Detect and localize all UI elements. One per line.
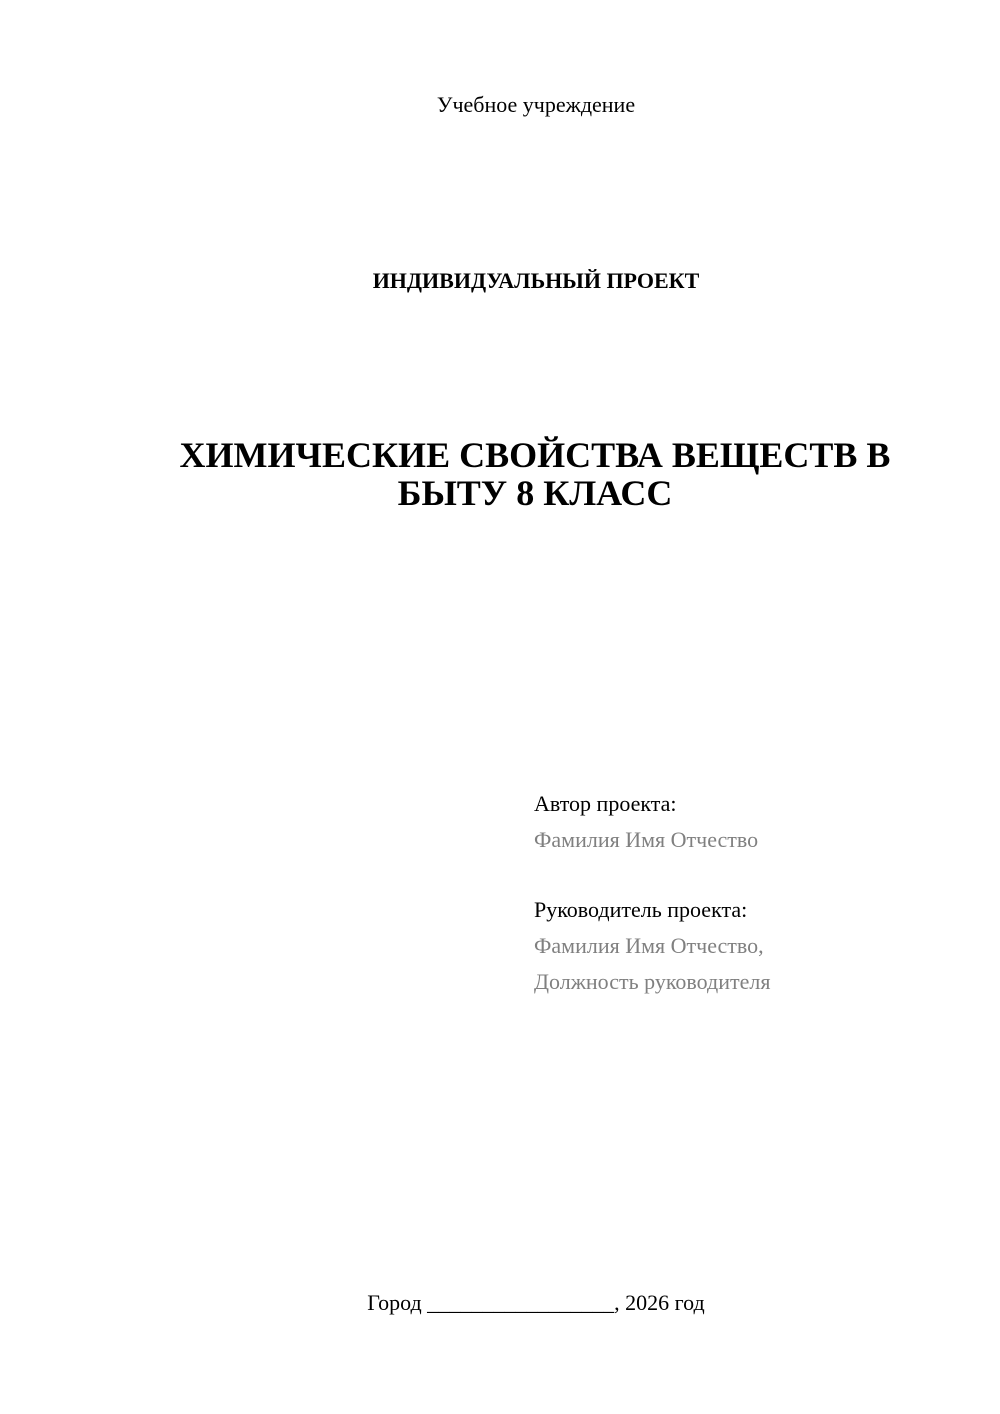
supervisor-name-placeholder: Фамилия Имя Отчество, [534, 933, 764, 958]
supervisor-block [534, 892, 974, 1000]
project-title-line-2: БЫТУ 8 КЛАСС [397, 473, 673, 513]
project-type-heading: ИНДИВИДУАЛЬНЫЙ ПРОЕКТ [372, 268, 700, 293]
author-name-placeholder: Фамилия Имя Отчество [534, 827, 759, 852]
supervisor-position-placeholder: Должность руководителя [534, 969, 771, 994]
author-label: Автор проекта: [534, 791, 677, 816]
project-title [150, 436, 920, 512]
project-title-line-1: ХИМИЧЕСКИЕ СВОЙСТВА ВЕЩЕСТВ В [179, 435, 891, 475]
supervisor-label: Руководитель проекта: [534, 897, 748, 922]
city-year-line: Город _________________, 2026 год [367, 1290, 705, 1315]
author-block [534, 786, 974, 858]
institution-name: Учебное учреждение [436, 92, 636, 117]
